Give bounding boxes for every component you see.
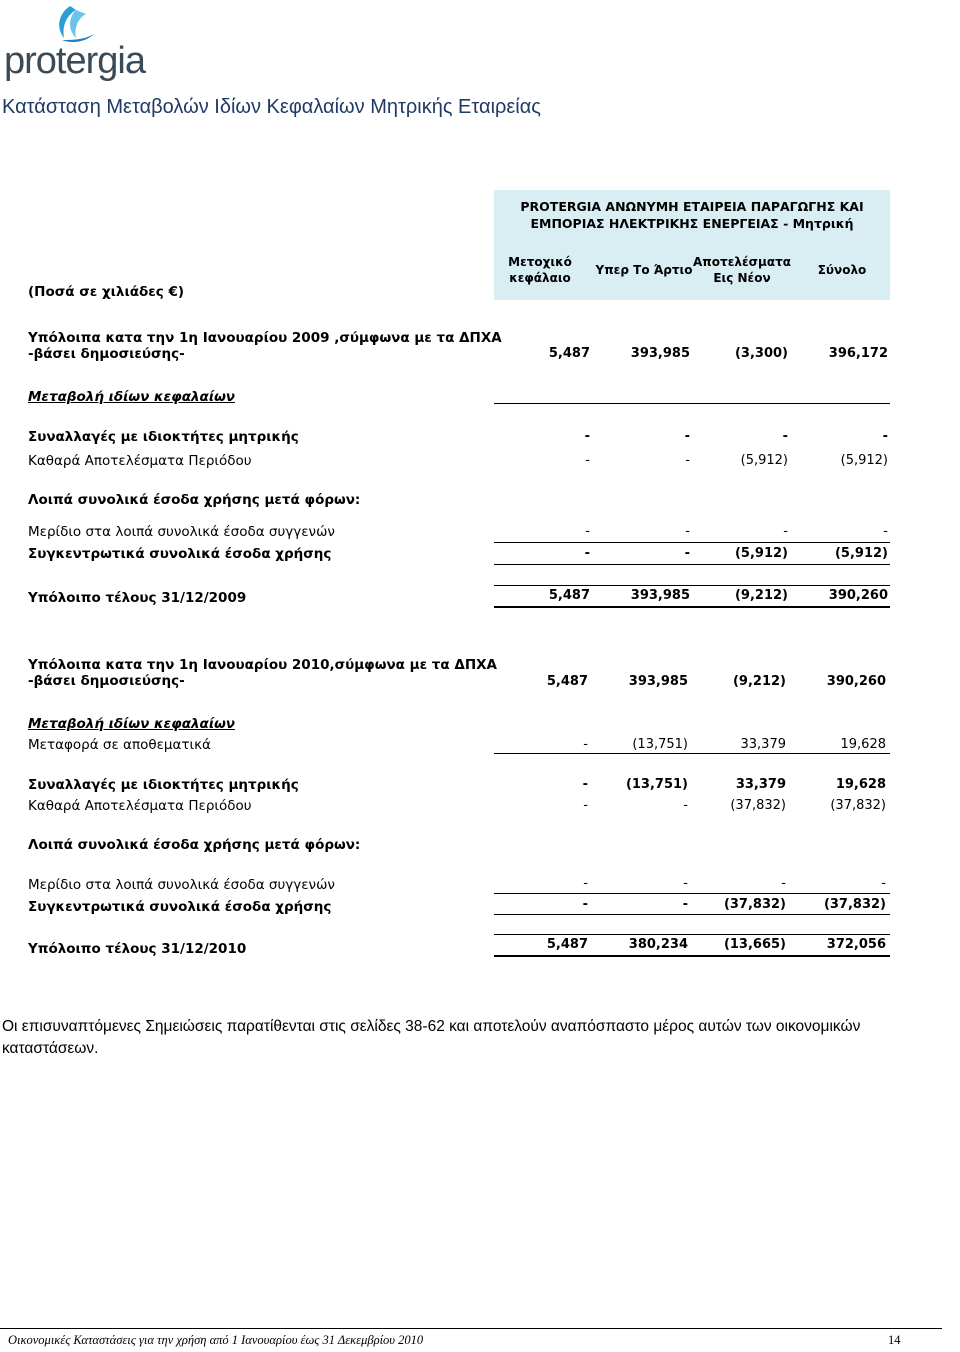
cell-value: 19,628 [840, 737, 886, 752]
cell-value: 33,379 [735, 777, 786, 792]
cell-value: 393,985 [628, 674, 688, 689]
row-label-associates-share: Μερίδιο στα λοιπά συνολικά έσοδα συγγενών [28, 877, 335, 893]
cell-value: - [684, 546, 690, 561]
row-label-closing-2009: Υπόλοιπο τέλους 31/12/2009 [28, 590, 247, 606]
column-header-share-premium: Υπερ Το Άρτιο [595, 263, 693, 277]
divider [494, 934, 890, 935]
cell-value: (9,212) [734, 588, 788, 603]
cell-value: (5,912) [734, 546, 788, 561]
row-label-opening-2010: Υπόλοιπα κατα την 1η Ιανουαρίου 2010,σύμφωνα με τα ΔΠΧΑ [28, 657, 497, 673]
cell-value: (37,832) [830, 798, 886, 813]
company-name-line1: PROTERGIA ΑΝΩΝΥΜΗ ΕΤΑΙΡΕΙΑ ΠΑΡΑΓΩΓΗΣ ΚΑΙ [520, 199, 864, 214]
column-header-retained-earnings: Αποτελέσματα Εις Νέον [693, 255, 791, 285]
cell-value: (5,912) [840, 453, 888, 468]
cell-value: - [685, 453, 690, 468]
row-label-closing-2010: Υπόλοιπο τέλους 31/12/2010 [28, 941, 247, 957]
footnote: Οι επισυναπτόμενες Σημειώσεις παρατίθενται στις σελίδες 38-62 και αποτελούν αναπόσπαστο μέρος αυτών των οικονομικών καταστάσεων. [2, 1018, 861, 1057]
cell-value: - [883, 524, 888, 539]
cell-value: 5,487 [546, 937, 588, 952]
cell-value: - [881, 876, 886, 891]
page-title: Κατάσταση Μεταβολών Ιδίων Κεφαλαίων Μητρικής Εταιρείας [2, 96, 541, 118]
column-header-share-capital: Μετοχικό κεφάλαιο [508, 255, 572, 285]
cell-value: - [584, 429, 590, 444]
cell-value: 33,379 [740, 737, 786, 752]
row-label-net-result: Καθαρά Αποτελέσματα Περιόδου [28, 453, 252, 469]
column-header-total: Σύνολο [817, 263, 867, 277]
divider [494, 893, 890, 894]
amount-note: (Ποσά σε χιλιάδες €) [28, 284, 185, 300]
cell-value: (13,751) [632, 737, 688, 752]
company-name-line2: ΕΜΠΟΡΙΑΣ ΗΛΕΚΤΡΙΚΗΣ ΕΝΕΡΓΕΙΑΣ - Μητρική [530, 216, 854, 231]
logo-wordmark: protergia [4, 40, 145, 82]
cell-value: (13,751) [625, 777, 688, 792]
cell-value: (5,912) [834, 546, 888, 561]
divider [494, 585, 890, 586]
row-label-opening-2009: Υπόλοιπα κατα την 1η Ιανουαρίου 2009 ,σύμφωνα με τα ΔΠΧΑ [28, 330, 502, 346]
row-label-associates-share: Μερίδιο στα λοιπά συνολικά έσοδα συγγενών [28, 524, 335, 540]
row-label-owner-transactions: Συναλλαγές με ιδιοκτήτες μητρικής [28, 777, 299, 793]
section-header-oci: Λοιπά συνολικά έσοδα χρήσης μετά φόρων: [28, 837, 361, 853]
divider [494, 753, 890, 754]
cell-value: (13,665) [723, 937, 786, 952]
cell-value: (37,832) [730, 798, 786, 813]
cell-value: - [683, 798, 688, 813]
cell-value: - [585, 453, 590, 468]
row-label-opening-2010-sub: -βάσει δημοσιεύσης- [28, 673, 185, 689]
cell-value: - [584, 546, 590, 561]
cell-value: 393,985 [630, 588, 690, 603]
footer-title: Οικονομικές Καταστάσεις για την χρήση από 1 Ιανουαρίου έως 31 Δεκεμβρίου 2010 [8, 1333, 424, 1347]
section-header-equity-changes: Μεταβολή ιδίων κεφαλαίων [28, 716, 236, 732]
cell-value: - [583, 737, 588, 752]
cell-value: 372,056 [826, 937, 886, 952]
cell-value: - [685, 524, 690, 539]
company-name [494, 198, 890, 232]
cell-value: - [582, 897, 588, 912]
divider [494, 542, 890, 543]
cell-value: - [882, 429, 888, 444]
cell-value: - [583, 876, 588, 891]
cell-value: - [783, 524, 788, 539]
divider [494, 955, 890, 957]
row-label-total-comprehensive: Συγκεντρωτικά συνολικά έσοδα χρήσης [28, 899, 332, 915]
cell-value: - [684, 429, 690, 444]
cell-value: - [782, 429, 788, 444]
cell-value: (37,832) [823, 897, 886, 912]
cell-value: - [682, 897, 688, 912]
row-label-owner-transactions: Συναλλαγές με ιδιοκτήτες μητρικής [28, 429, 299, 445]
cell-value: 390,260 [826, 674, 886, 689]
cell-value: 390,260 [828, 588, 888, 603]
cell-value: (5,912) [740, 453, 788, 468]
cell-value: 5,487 [546, 674, 588, 689]
cell-value: 393,985 [630, 346, 690, 361]
cell-value: - [683, 876, 688, 891]
section-header-oci: Λοιπά συνολικά έσοδα χρήσης μετά φόρων: [28, 492, 361, 508]
divider [494, 403, 890, 404]
page-number: 14 [888, 1333, 901, 1347]
row-label-net-result: Καθαρά Αποτελέσματα Περιόδου [28, 798, 252, 814]
row-label-opening-2009-sub: -βάσει δημοσιεύσης- [28, 346, 185, 362]
footer-divider [0, 1328, 942, 1329]
cell-value: (9,212) [732, 674, 786, 689]
section-header-equity-changes: Μεταβολή ιδίων κεφαλαίων [28, 389, 236, 405]
cell-value: - [582, 777, 588, 792]
divider [494, 914, 890, 915]
cell-value: 396,172 [828, 346, 888, 361]
cell-value: 380,234 [628, 937, 688, 952]
cell-value: 19,628 [835, 777, 886, 792]
cell-value: (37,832) [723, 897, 786, 912]
divider [494, 606, 890, 608]
cell-value: - [781, 876, 786, 891]
cell-value: - [583, 798, 588, 813]
cell-value: 5,487 [548, 588, 590, 603]
row-label-total-comprehensive: Συγκεντρωτικά συνολικά έσοδα χρήσης [28, 546, 332, 562]
cell-value: - [585, 524, 590, 539]
cell-value: 5,487 [548, 346, 590, 361]
row-label-reserve-transfer: Μεταφορά σε αποθεματικά [28, 737, 211, 753]
cell-value: (3,300) [734, 346, 788, 361]
divider [494, 564, 890, 565]
